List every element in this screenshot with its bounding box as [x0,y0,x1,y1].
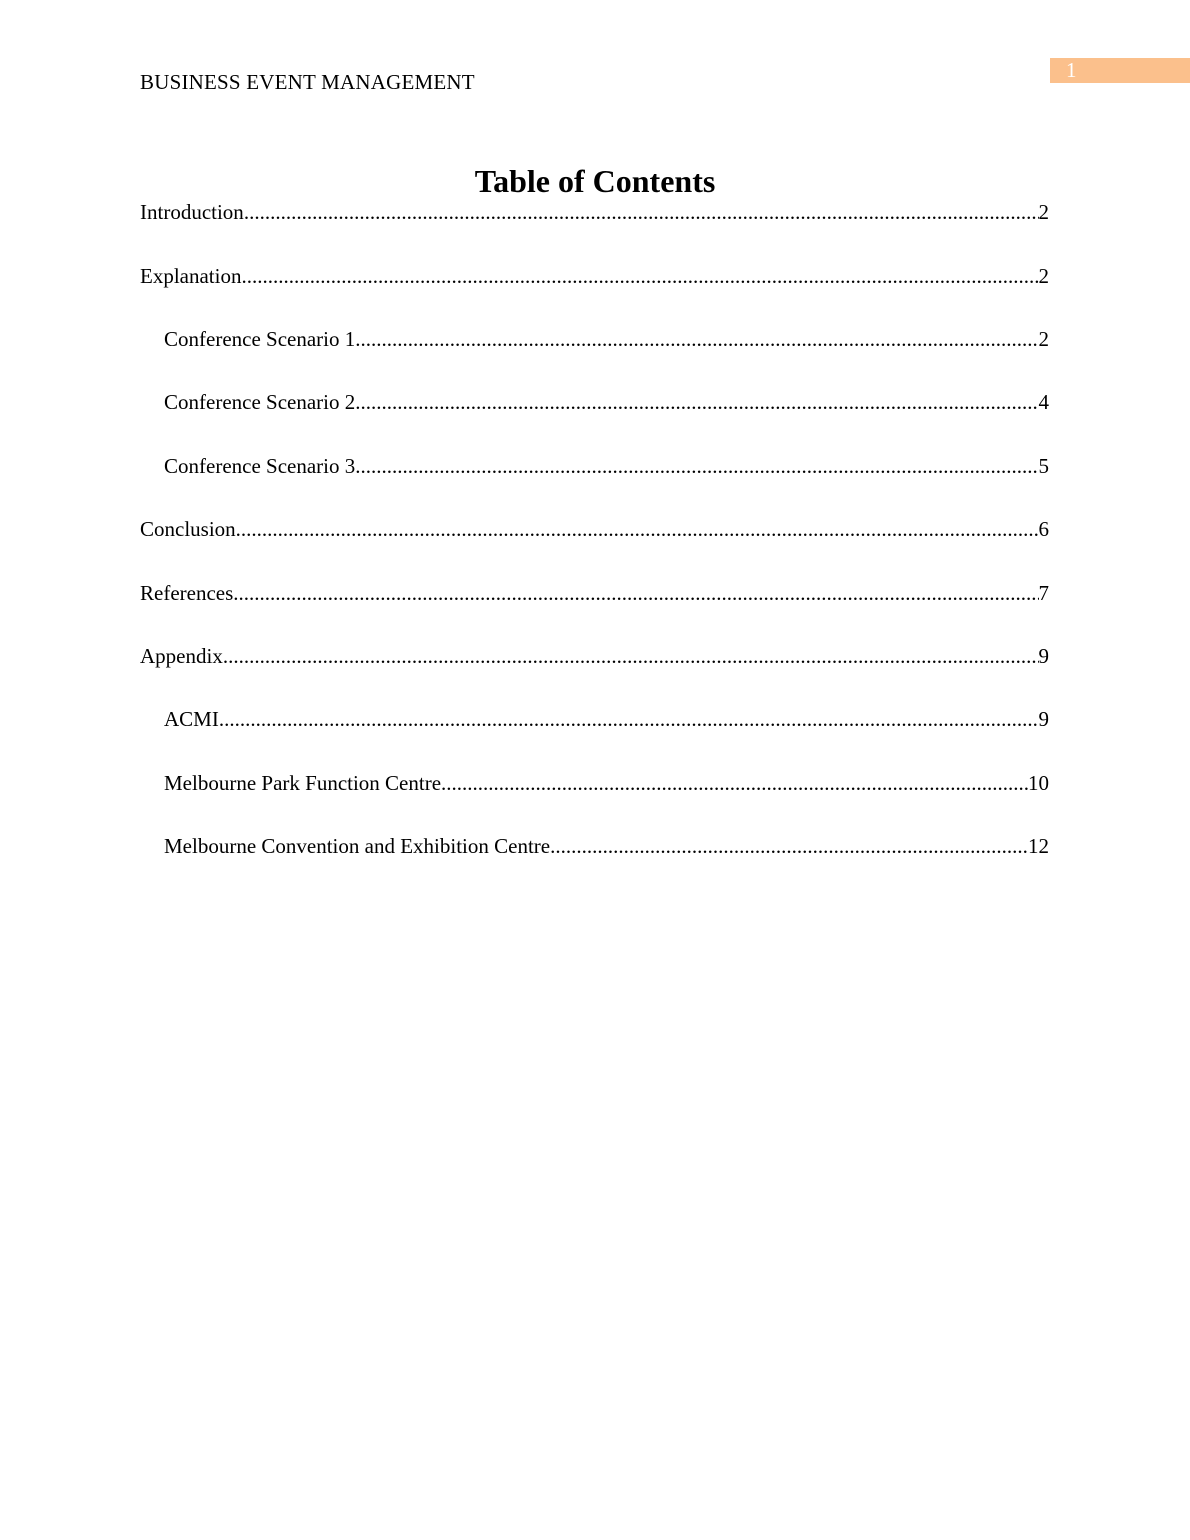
toc-page: 7 [1038,581,1049,605]
toc-leader [441,771,1028,796]
toc-leader [355,390,1038,415]
toc-page: 6 [1038,517,1049,541]
toc-label: Appendix [140,644,223,668]
toc-leader [241,264,1038,289]
toc-entry-references[interactable] [140,581,1049,609]
toc-leader [355,327,1038,352]
toc-leader [244,200,1039,225]
toc-entry-acmi[interactable] [164,707,1049,735]
toc-leader [223,644,1039,669]
toc-entry-conference-scenario-2[interactable] [164,390,1049,418]
toc-page: 12 [1028,834,1049,858]
running-header-title: BUSINESS EVENT MANAGEMENT [140,70,475,94]
page-number: 1 [1066,58,1077,82]
toc-title: Table of Contents [474,163,716,199]
toc-leader [219,707,1039,732]
toc-label: ACMI [164,707,219,731]
toc-page: 2 [1038,327,1049,351]
toc-entry-melbourne-convention-exhibition-centre[interactable] [164,834,1049,862]
toc-label: Conference Scenario 3 [164,454,356,478]
toc-page: 9 [1038,707,1049,731]
toc-page: 9 [1038,644,1049,668]
toc-leader [355,454,1038,479]
toc-page: 2 [1038,200,1049,224]
toc-label: Melbourne Park Function Centre [164,771,442,795]
toc-page: 4 [1038,390,1049,414]
toc-page: 5 [1038,454,1049,478]
toc-page: 10 [1028,771,1049,795]
toc-label: Melbourne Convention and Exhibition Centre [164,834,551,858]
toc-entry-melbourne-park-function-centre[interactable] [164,771,1049,799]
toc-entry-introduction[interactable] [140,200,1049,228]
toc-label: Conference Scenario 1 [164,327,356,351]
toc-entry-conclusion[interactable] [140,517,1049,545]
toc-leader [550,834,1028,859]
toc-leader [233,581,1038,606]
toc-label: References [140,581,234,605]
toc-entry-appendix[interactable] [140,644,1049,672]
toc-entry-conference-scenario-3[interactable] [164,454,1049,482]
toc-entry-conference-scenario-1[interactable] [164,327,1049,355]
toc-leader [236,517,1039,542]
toc-page: 2 [1038,264,1049,288]
toc-entry-explanation[interactable] [140,264,1049,292]
toc-label: Introduction [140,200,244,224]
page-number-box [1050,58,1190,83]
toc-label: Explanation [140,264,242,288]
toc-label: Conclusion [140,517,236,541]
toc-label: Conference Scenario 2 [164,390,356,414]
